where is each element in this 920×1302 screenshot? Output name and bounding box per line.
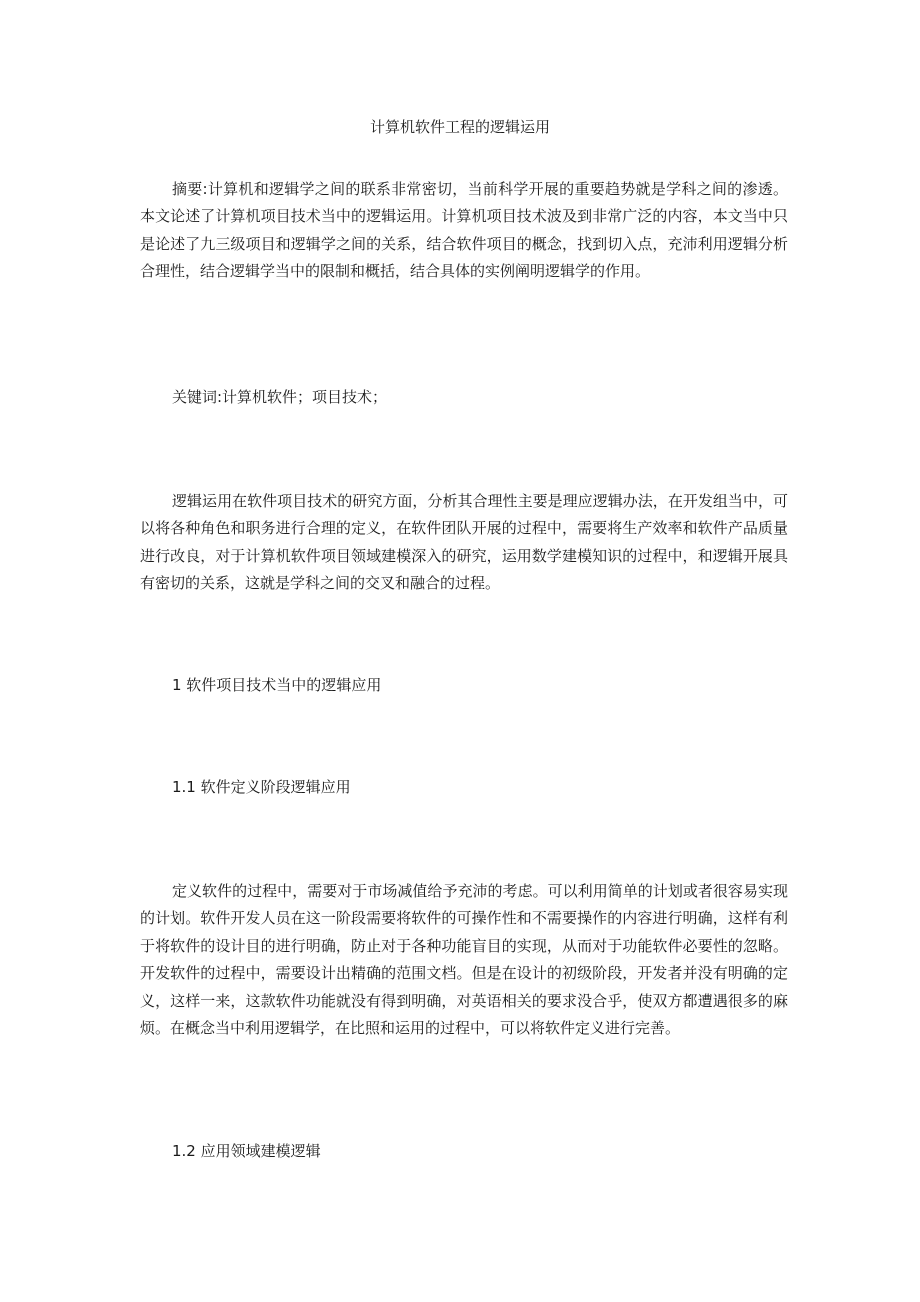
- section-1-1-body: 定义软件的过程中，需要对于市场减值给予充沛的考虑。可以利用简单的计划或者很容易实现的计划。软件开发人员在这一阶段需要将软件的可操作性和不需要操作的内容进行明确，这样有利于将软件的设计目的进行明确，防止对于各种功能盲目的实现，从而对于功能软件必要性的忽略。开发软件的过程中，需要设计出精确的范围文档。但是在设计的初级阶段，开发者并没有明确的定义，这样一来，这款软件功能就没有得到明确，对英语相关的要求没合乎，使双方都遭遇很多的麻烦。在概念当中利用逻辑学，在比照和运用的过程中，可以将软件定义进行完善。: [140, 882, 788, 1038]
- keywords-line: 关键词:计算机软件；项目技术；: [172, 388, 388, 406]
- section-heading-1-1: 1.1 软件定义阶段逻辑应用: [172, 778, 351, 796]
- section-heading-1: 1 软件项目技术当中的逻辑应用: [172, 676, 382, 694]
- section-heading-1-2: 1.2 应用领域建模逻辑: [172, 1142, 321, 1160]
- document-title: 计算机软件工程的逻辑运用: [369, 118, 550, 136]
- abstract-paragraph: 摘要:计算机和逻辑学之间的联系非常密切，当前科学开展的重要趋势就是学科之间的渗透。本文论述了计算机项目技术当中的逻辑运用。计算机项目技术波及到非常广泛的内容，本文当中只是论述了九三级项目和逻辑学之间的关系，结合软件项目的概念，找到切入点，充沛利用逻辑分析合理性，结合逻辑学当中的限制和概括，结合具体的实例阐明逻辑学的作用。: [140, 180, 788, 281]
- intro-paragraph: 逻辑运用在软件项目技术的研究方面，分析其合理性主要是理应逻辑办法，在开发组当中，可以将各种角色和职务进行合理的定义，在软件团队开展的过程中，需要将生产效率和软件产品质量进行改良，对于计算机软件项目领域建模深入的研究，运用数学建模知识的过程中，和逻辑开展具有密切的关系，这就是学科之间的交叉和融合的过程。: [140, 492, 788, 593]
